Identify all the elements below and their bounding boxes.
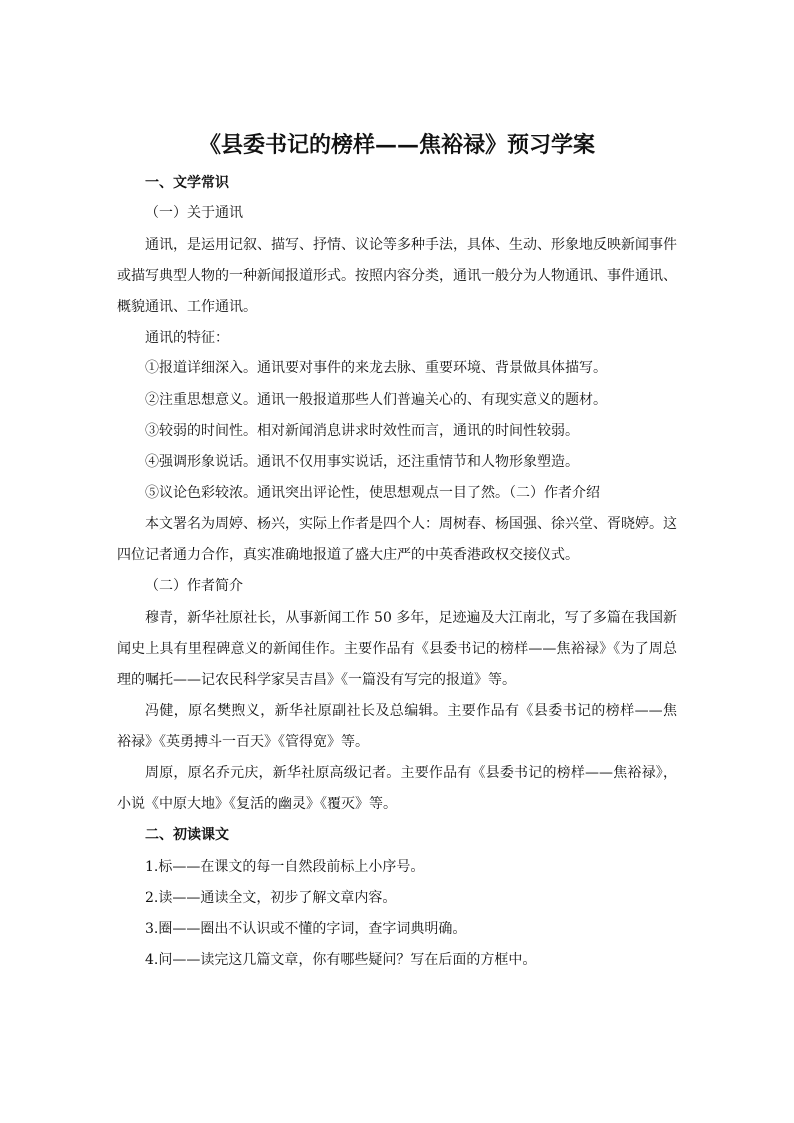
subheading-author-intro: （二）作者简介 <box>145 578 243 594</box>
feature-item: ③较弱的时间性。相对新闻消息讲求时效性而言，通讯的时间性较弱。 <box>145 423 579 439</box>
paragraph-line: 周原，原名乔元庆，新华社原高级记者。主要作品有《县委书记的榜样——焦裕禄》， <box>145 765 677 781</box>
reading-step-item: 4.问——读完这几篇文章，你有哪些疑问？写在后面的方框中。 <box>145 952 537 968</box>
paragraph-line: 四位记者通力合作，真实准确地报道了盛大庄严的中英香港政权交接仪式。 <box>117 547 579 563</box>
feature-item: ④强调形象说话。通讯不仅用事实说话，还注重情节和人物形象塑造。 <box>145 454 579 470</box>
section-heading-literary-knowledge: 一、文学常识 <box>145 175 229 191</box>
reading-step-item: 1.标——在课文的每一自然段前标上小序号。 <box>145 859 425 875</box>
features-label: 通讯的特征： <box>145 330 229 346</box>
feature-item: ⑤议论色彩较浓。通讯突出评论性，使思想观点一目了然。（二）作者介绍 <box>145 485 600 501</box>
paragraph-line: 理的嘱托——记农民科学家吴吉昌》《一篇没有写完的报道》等。 <box>117 672 516 688</box>
paragraph-line: 本文署名为周婷、杨兴，实际上作者是四个人：周树春、杨国强、徐兴堂、胥晓婷。这 <box>145 516 677 532</box>
paragraph-line: 裕禄》《英勇搏斗一百天》《管得宽》等。 <box>117 734 369 750</box>
paragraph-line: 闻史上具有里程碑意义的新闻佳作。主要作品有《县委书记的榜样——焦裕禄》《为了周总 <box>117 641 677 657</box>
paragraph-line: 或描写典型人物的一种新闻报道形式。按照内容分类，通讯一般分为人物通讯、事件通讯、 <box>117 268 677 284</box>
feature-item: ②注重思想意义。通讯一般报道那些人们普遍关心的、有现实意义的题材。 <box>145 392 607 408</box>
paragraph-line: 通讯，是运用记叙、描写、抒情、议论等多种手法，具体、生动、形象地反映新闻事件 <box>145 237 677 253</box>
paragraph-line: 小说《中原大地》《复活的幽灵》《覆灭》等。 <box>117 796 397 812</box>
document-title: 《县委书记的榜样——焦裕禄》预习学案 <box>198 132 595 158</box>
section-heading-first-reading: 二、初读课文 <box>145 827 229 843</box>
paragraph-line: 概貌通讯、工作通讯。 <box>117 299 257 315</box>
paragraph-line: 冯健，原名樊煦义，新华社原副社长及总编辑。主要作品有《县委书记的榜样——焦 <box>145 703 677 719</box>
subheading-about-tongxun: （一）关于通讯 <box>145 205 243 221</box>
feature-item: ①报道详细深入。通讯要对事件的来龙去脉、重要环境、背景做具体描写。 <box>145 360 607 376</box>
paragraph-line: 穆青，新华社原社长，从事新闻工作 50 多年，足迹遍及大江南北，写了多篇在我国新 <box>145 610 677 626</box>
reading-step-item: 2.读——通读全文，初步了解文章内容。 <box>145 890 397 906</box>
reading-step-item: 3.圈——圈出不认识或不懂的字词，查字词典明确。 <box>145 921 467 937</box>
